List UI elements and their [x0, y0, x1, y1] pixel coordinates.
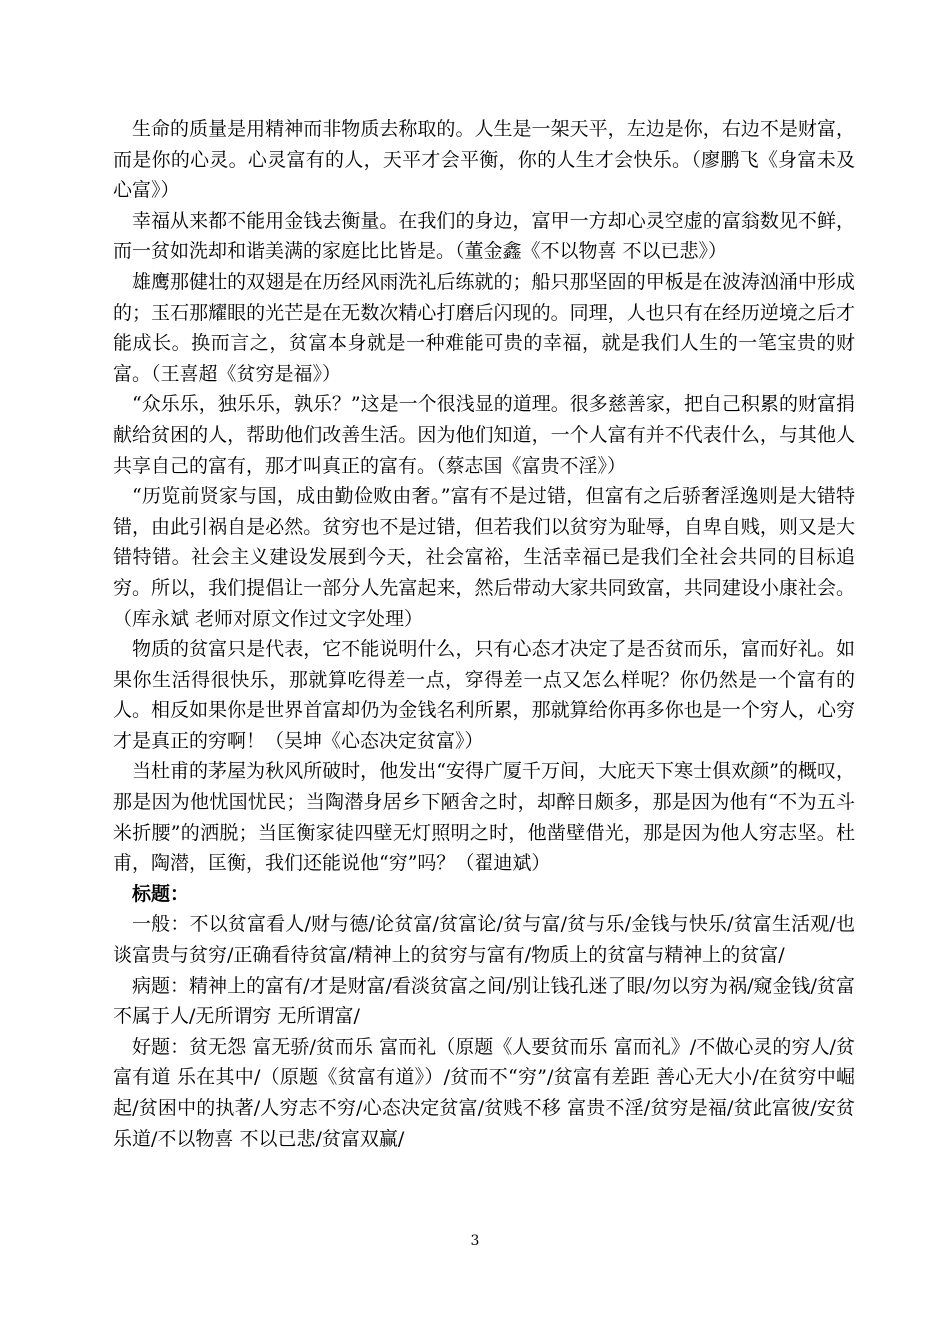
paragraph-7: 当杜甫的茅屋为秋风所破时，他发出“安得广厦千万间，大庇天下寒士俱欢颜”的概叹，那是因为他忧国忧民；当陶潜身居乡下陋舍之时，却醉日颇多，那是因为他有“不为五斗米折腰”的洒脱；当匡衡家徒四壁无灯照明之时，他凿壁借光，那是因为他人穷志坚。杜甫，陶潜，匡衡，我们还能说他“穷”吗？（翟迪斌） [113, 760, 855, 875]
paragraph-4: “众乐乐，独乐乐，孰乐？”这是一个很浅显的道理。很多慈善家，把自己积累的财富捐献给贫困的人，帮助他们改善生活。因为他们知道，一个人富有并不代表什么，与其他人共享自己的富有，那才叫真正的富有。（蔡志国《富贵不淫》） [113, 393, 855, 477]
paragraph-6: 物质的贫富只是代表，它不能说明什么，只有心态才决定了是否贫而乐，富而好礼。如果你生活得很快乐，那就算吃得差一点，穿得差一点又怎么样呢？你仍然是一个富有的人。相反如果你是世界首富却仍为金钱名利所累，那就算给你再多你也是一个穷人，心穷才是真正的穷啊！（吴坤《心态决定贫富》） [113, 638, 855, 752]
paragraph-3: 雄鹰那健壮的双翅是在历经风雨洗礼后练就的；船只那坚固的甲板是在波涛汹涌中形成的；玉石那耀眼的光芒是在无数次精心打磨后闪现的。同理，人也只有在经历逆境之后才能成长。换而言之，贫富本身就是一种难能可贵的幸福，就是我们人生的一笔宝贵的财富。（王喜超《贫穷是福》） [113, 270, 855, 385]
paragraph-2: 幸福从来都不能用金钱去衡量。在我们的身边，富甲一方却心灵空虚的富翁数见不鲜，而一贫如洗却和谐美满的家庭比比皆是。（董金鑫《不以物喜 不以已悲》） [113, 209, 855, 263]
page-number: 3 [470, 1233, 480, 1249]
page-content [113, 114, 855, 1154]
section-heading: 标题： [132, 882, 190, 905]
title-list-general: 一般：不以贫富看人/财与德/论贫富/贫富论/贫与富/贫与乐/金钱与快乐/贫富生活观/也谈富贵与贫穷/正确看待贫富/精神上的贫穷与富有/物质上的贫富与精神上的贫富/ [113, 913, 855, 967]
title-list-good: 好题：贫无怨 富无骄/贫而乐 富而礼（原题《人要贫而乐 富而礼》/不做心灵的穷人/贫富有道 乐在其中/（原题《贫富有道》）/贫而不“穷”/贫富有差距 善心无大小/在贫穷中崛起/贫困中的执著/人穷志不穷/心态决定贫富/贫贱不移 富贵不淫/贫穷是福/贫此富彼/安贫乐道/不以物喜 不以已悲/贫富双赢/ [113, 1035, 855, 1150]
paragraph-1: 生命的质量是用精神而非物质去称取的。人生是一架天平，左边是你，右边不是财富，而是你的心灵。心灵富有的人，天平才会平衡，你的人生才会快乐。（廖鹏飞《身富未及心富》） [113, 118, 855, 202]
title-list-flawed: 病题：精神上的富有/才是财富/看淡贫富之间/别让钱孔迷了眼/勿以穷为祸/窥金钱/贫富不属于人/无所谓穷 无所谓富/ [113, 974, 855, 1028]
paragraph-5: “历览前贤家与国，成由勤俭败由奢。”富有不是过错，但富有之后骄奢淫逸则是大错特错，由此引祸自是必然。贫穷也不是过错，但若我们以贫穷为耻辱，自卑自贱，则又是大错特错。社会主义建设发展到今天，社会富裕，生活幸福已是我们全社会共同的目标追穷。所以，我们提倡让一部分人先富起来，然后带动大家共同致富，共同建设小康社会。（库永斌 老师对原文作过文字处理） [113, 485, 855, 630]
